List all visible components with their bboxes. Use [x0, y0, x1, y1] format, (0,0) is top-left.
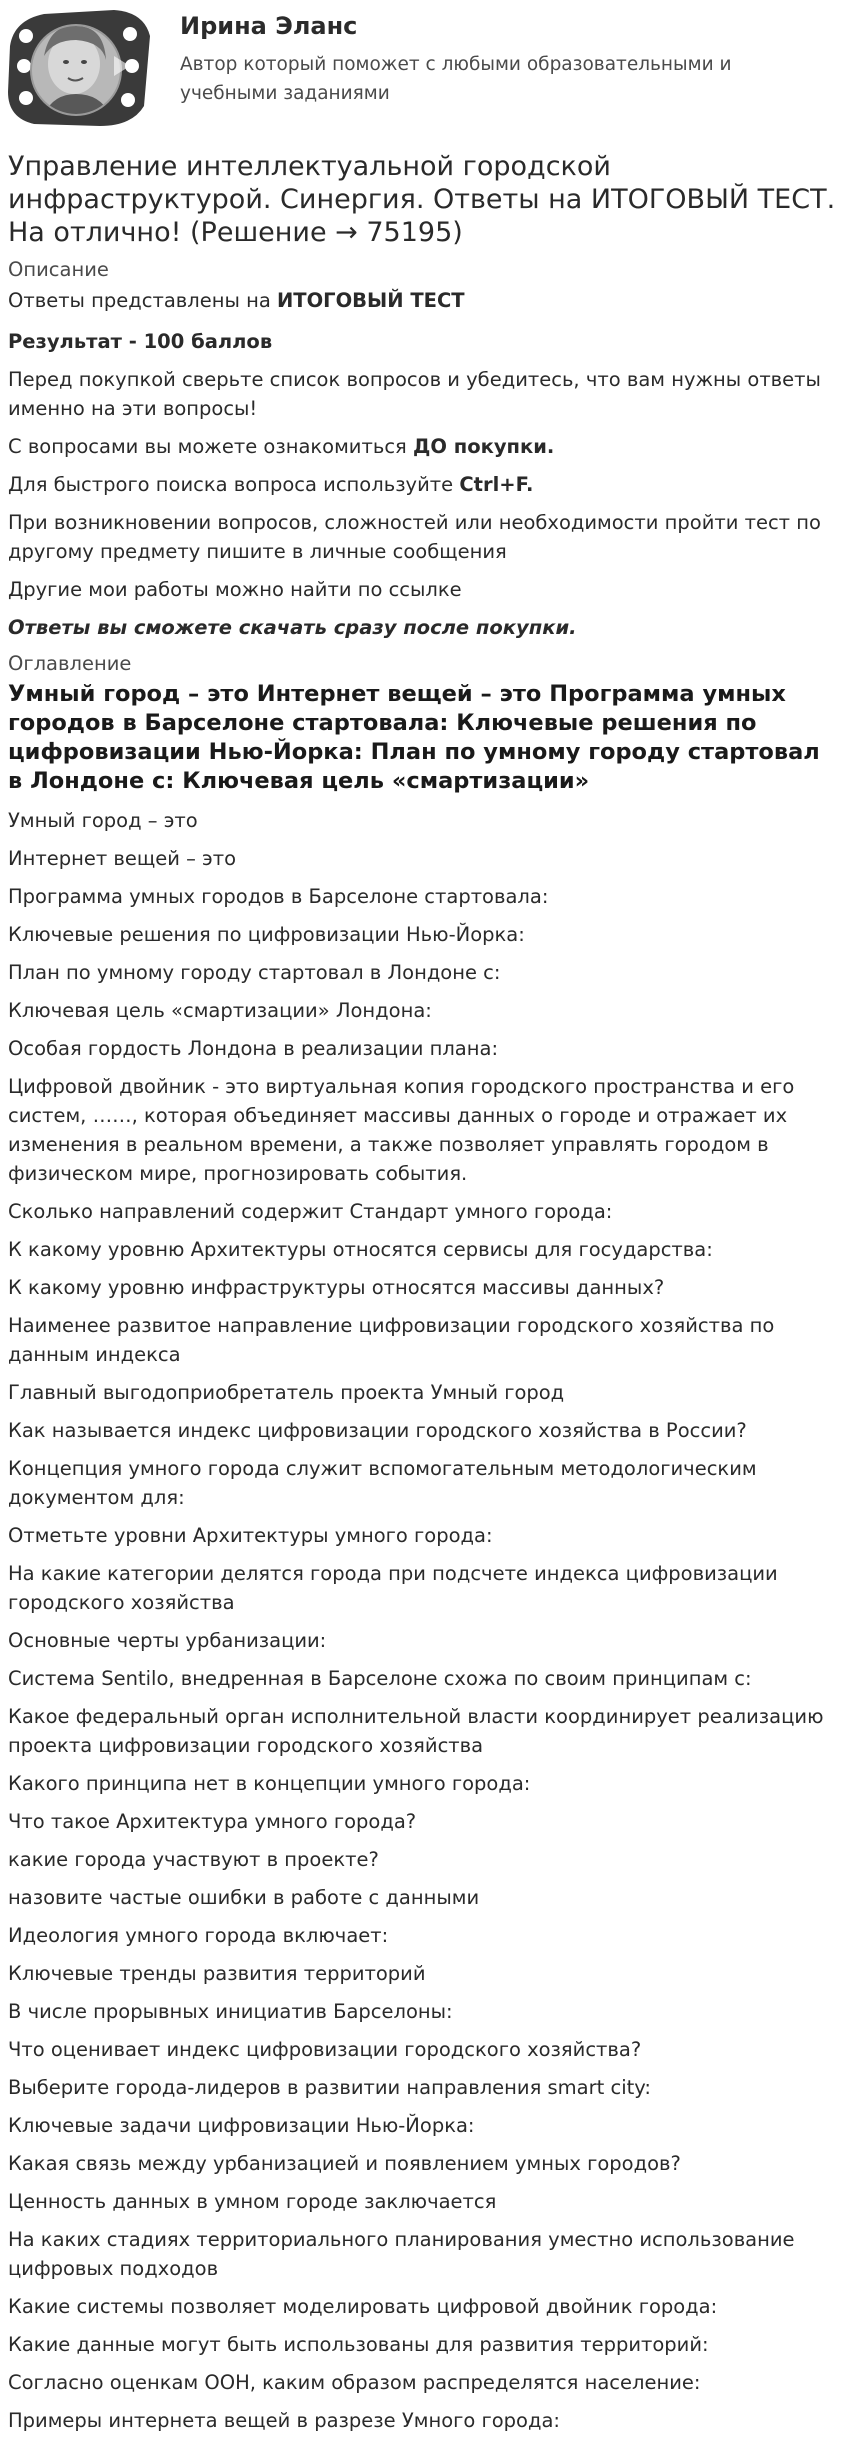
question-item: назовите частые ошибки в работе с данными — [8, 1886, 480, 1909]
question-item: Что оценивает индекс цифровизации городского хозяйства? — [8, 2038, 642, 2061]
question-item: Концепция умного города служит вспомогательным методологическим документом для: — [8, 1457, 757, 1509]
description-intro-text: Ответы представлены на — [8, 289, 277, 312]
author-info — [180, 6, 770, 108]
question-item: Ключевая цель «смартизации» Лондона: — [8, 999, 432, 1022]
question-item: Согласно оценкам ООН, каким образом распределятся население: — [8, 2371, 701, 2394]
question-item: Основные черты урбанизации: — [8, 1629, 327, 1652]
avatar-image — [4, 6, 154, 130]
question-item: План по умному городу стартовал в Лондоне с: — [8, 961, 501, 984]
question-item: К какому уровню инфраструктуры относятся массивы данных? — [8, 1276, 665, 1299]
question-item: Какие данные могут быть использованы для развития территорий: — [8, 2333, 709, 2356]
question-item: К какому уровню Архитектуры относятся сервисы для государства: — [8, 1238, 713, 1261]
description-heading: Описание — [8, 258, 109, 281]
description-download-text: Ответы вы сможете скачать сразу после покупки. — [8, 616, 577, 639]
avatar[interactable] — [4, 6, 154, 130]
description-result — [8, 327, 838, 356]
description-intro — [8, 286, 838, 315]
description-download — [8, 613, 838, 642]
question-item: Ключевые решения по цифровизации Нью-Йорка: — [8, 923, 525, 946]
question-item: Какое федеральный орган исполнительной власти координирует реализацию проекта цифровизации городского хозяйства — [8, 1705, 824, 1757]
question-item: Выберите города-лидеров в развитии направления smart city: — [8, 2076, 651, 2099]
question-item: Какая связь между урбанизацией и появлением умных городов? — [8, 2152, 681, 2175]
question-item: Цифровой двойник - это виртуальная копия городского пространства и его систем, ……, которая объединяет массивы данных о городе и отражает их изменения в реальном времени, а также позволяет управлять городом в физическом мире, прогнозировать события. — [8, 1075, 795, 1185]
description-search-text: Для быстрого поиска вопроса используйте — [8, 473, 460, 496]
question-item: Сколько направлений содержит Стандарт умного города: — [8, 1200, 613, 1223]
question-item: Наименее развитое направление цифровизации городского хозяйства по данным индекса — [8, 1314, 775, 1366]
question-item: какие города участвуют в проекте? — [8, 1848, 379, 1871]
question-item: Умный город – это — [8, 809, 198, 832]
question-item: Ценность данных в умном городе заключается — [8, 2190, 497, 2213]
question-item: Система Sentilo, внедренная в Барселоне схожа по своим принципам с: — [8, 1667, 752, 1690]
description-preview-bold: ДО покупки. — [413, 435, 555, 458]
author-name[interactable]: Ирина Эланс — [180, 12, 358, 40]
question-item: Отметьте уровни Архитектуры умного города: — [8, 1524, 493, 1547]
question-item: Как называется индекс цифровизации городского хозяйства в России? — [8, 1419, 747, 1442]
questions-list — [8, 806, 838, 2435]
author-description: Автор который поможет с любыми образовательными и учебными заданиями — [180, 54, 732, 104]
description-search-bold: Ctrl+F. — [459, 473, 534, 496]
question-item: Какие системы позволяет моделировать цифровой двойник города: — [8, 2295, 718, 2318]
question-item: Ключевые задачи цифровизации Нью-Йорка: — [8, 2114, 475, 2137]
question-item: Интернет вещей – это — [8, 847, 237, 870]
question-item: Ключевые тренды развития территорий — [8, 1962, 426, 1985]
description-contact: При возникновении вопросов, сложностей или необходимости пройти тест по другому предмету пишите в личные сообщения — [8, 511, 821, 563]
question-item: Какого принципа нет в концепции умного города: — [8, 1772, 531, 1795]
question-item: Примеры интернета вещей в разрезе Умного города: — [8, 2409, 560, 2432]
description-other-works: Другие мои работы можно найти по ссылке — [8, 578, 462, 601]
product-title: Управление интеллектуальной городской инфраструктурой. Синергия. Ответы на ИТОГОВЫЙ ТЕСТ. На отлично! (Решение → 75195) — [8, 151, 836, 248]
question-item: Особая гордость Лондона в реализации плана: — [8, 1037, 499, 1060]
toc-title: Умный город – это Интернет вещей – это Программа умных городов в Барселоне стартовала: Ключевые решения по цифровизации Нью-Йорка: План по умному городу стартовал в Лондоне с: Ключевая цель «смартизации» — [8, 681, 820, 794]
description-search-tip — [8, 470, 838, 499]
question-item: В числе прорывных инициатив Барселоны: — [8, 2000, 453, 2023]
result-text: Результат - 100 баллов — [8, 330, 273, 353]
description-intro-bold: ИТОГОВЫЙ ТЕСТ — [276, 289, 465, 312]
question-item: Идеология умного города включает: — [8, 1924, 389, 1947]
description-check-questions: Перед покупкой сверьте список вопросов и убедитесь, что вам нужны ответы именно на эти вопросы! — [8, 368, 821, 420]
description-preview-text: С вопросами вы можете ознакомиться — [8, 435, 413, 458]
question-item: Главный выгодоприобретатель проекта Умный город — [8, 1381, 565, 1404]
toc-heading: Оглавление — [8, 652, 132, 675]
question-item: На какие категории делятся города при подсчете индекса цифровизации городского хозяйства — [8, 1562, 778, 1614]
author-header — [8, 0, 839, 138]
question-item: Что такое Архитектура умного города? — [8, 1810, 417, 1833]
question-item: На каких стадиях территориального планирования уместно использование цифровых подходов — [8, 2228, 795, 2280]
question-item: Программа умных городов в Барселоне стартовала: — [8, 885, 549, 908]
description-preview — [8, 432, 838, 461]
